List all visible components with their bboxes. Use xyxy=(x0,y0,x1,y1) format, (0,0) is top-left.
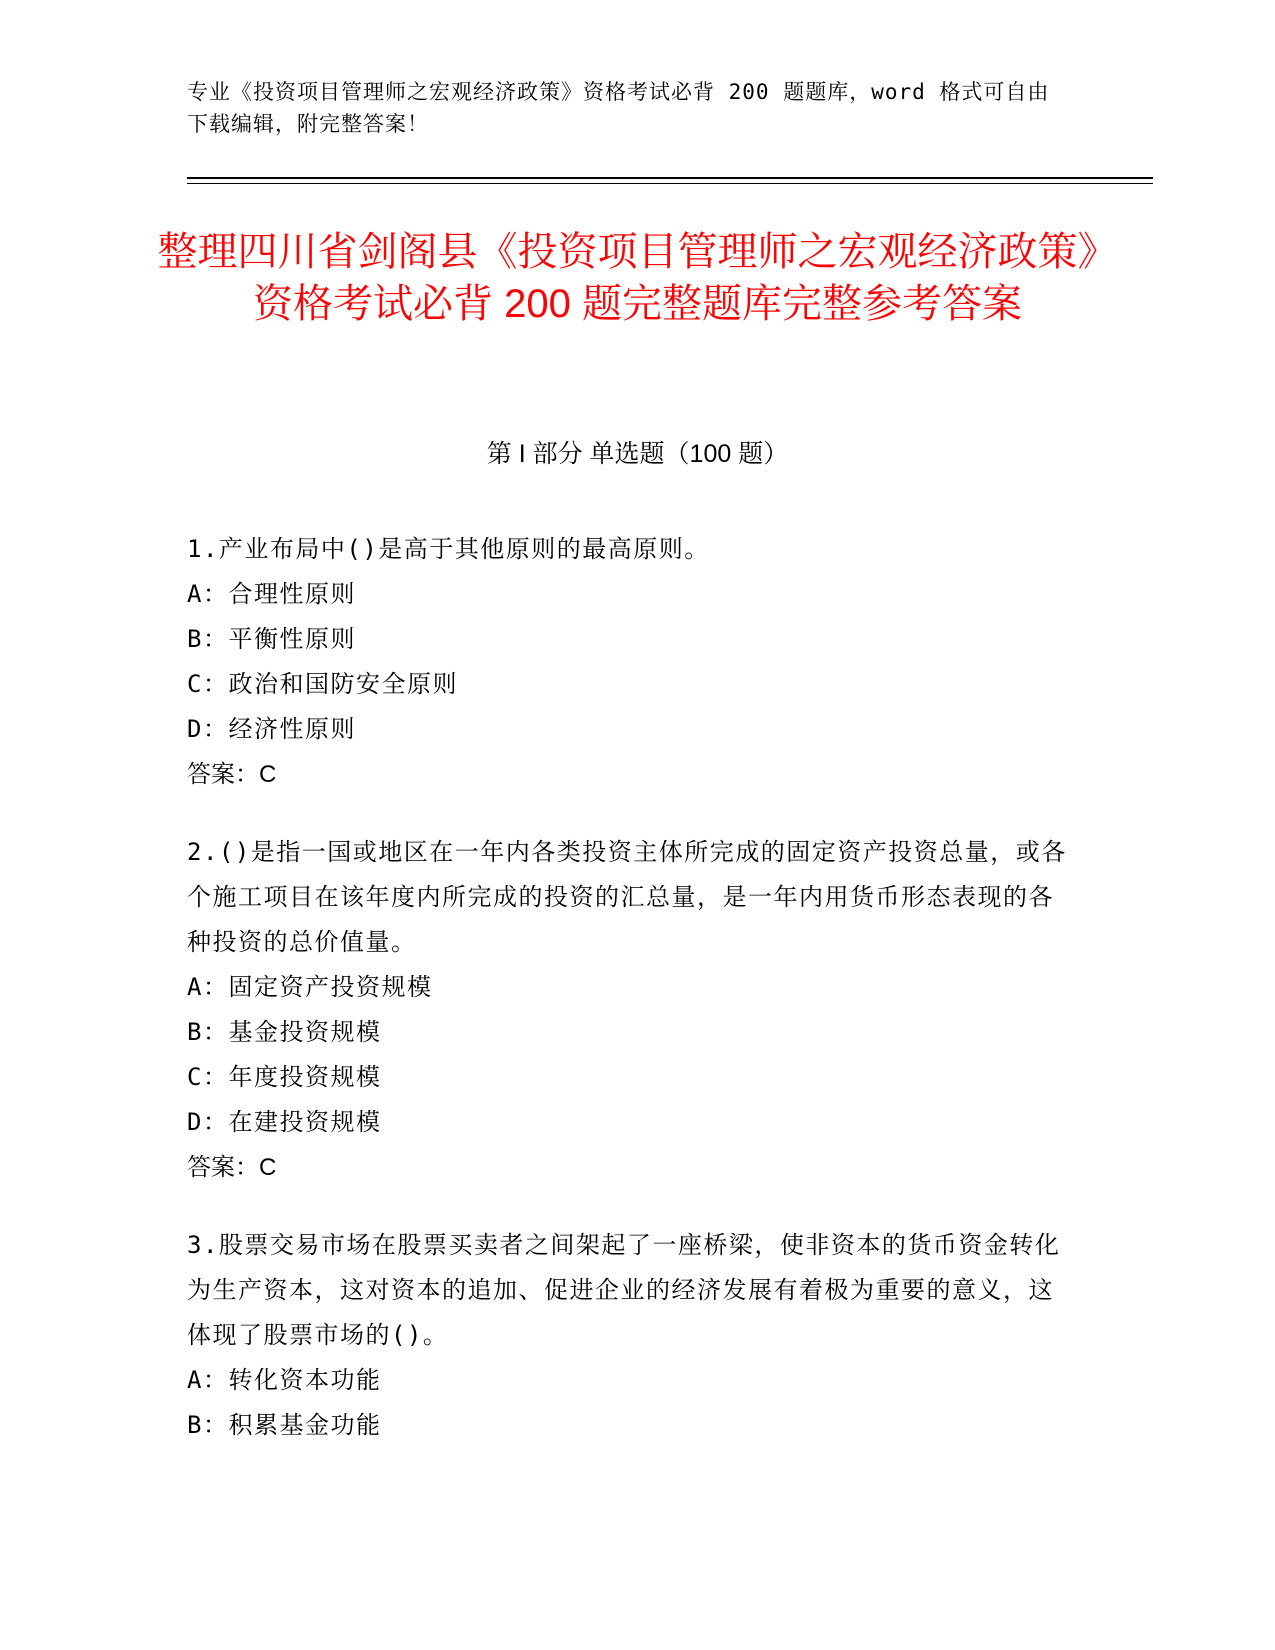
header-note: 专业《投资项目管理师之宏观经济政策》资格考试必背 200 题题库，word 格式可自由下载编辑，附完整答案！ xyxy=(187,80,1050,136)
option-b: B：积累基金功能 xyxy=(187,1411,382,1439)
section-heading: 第 I 部分 单选题（100 题） xyxy=(486,440,789,468)
option-d: D：在建投资规模 xyxy=(187,1108,382,1136)
question-stem: 3.股票交易市场在股票买卖者之间架起了一座桥梁，使非资本的货币资金转化为生产资本，这对资本的追加、促进企业的经济发展有着极为重要的意义，这体现了股票市场的()。 xyxy=(187,1231,1061,1349)
document-title: 整理四川省剑阁县《投资项目管理师之宏观经济政策》资格考试必背 200 题完整题库完整参考答案 xyxy=(157,230,1118,326)
header-divider-thick xyxy=(187,177,1153,179)
option-c: C：政治和国防安全原则 xyxy=(187,670,458,698)
question-1 xyxy=(187,527,1067,797)
question-list xyxy=(187,527,1067,1481)
option-b: B：平衡性原则 xyxy=(187,625,356,653)
answer: 答案：C xyxy=(187,761,277,788)
option-b: B：基金投资规模 xyxy=(187,1018,382,1046)
option-a: A：合理性原则 xyxy=(187,580,356,608)
question-stem: 2.()是指一国或地区在一年内各类投资主体所完成的固定资产投资总量，或各个施工项目在该年度内所完成的投资的汇总量，是一年内用货币形态表现的各种投资的总价值量。 xyxy=(187,838,1067,956)
option-a: A：固定资产投资规模 xyxy=(187,973,433,1001)
question-stem: 1.产业布局中()是高于其他原则的最高原则。 xyxy=(187,535,710,563)
question-3 xyxy=(187,1223,1067,1448)
header-divider-thin xyxy=(187,183,1153,184)
option-c: C：年度投资规模 xyxy=(187,1063,382,1091)
option-d: D：经济性原则 xyxy=(187,715,356,743)
option-a: A：转化资本功能 xyxy=(187,1366,382,1394)
answer: 答案：C xyxy=(187,1154,277,1181)
question-2 xyxy=(187,830,1067,1190)
